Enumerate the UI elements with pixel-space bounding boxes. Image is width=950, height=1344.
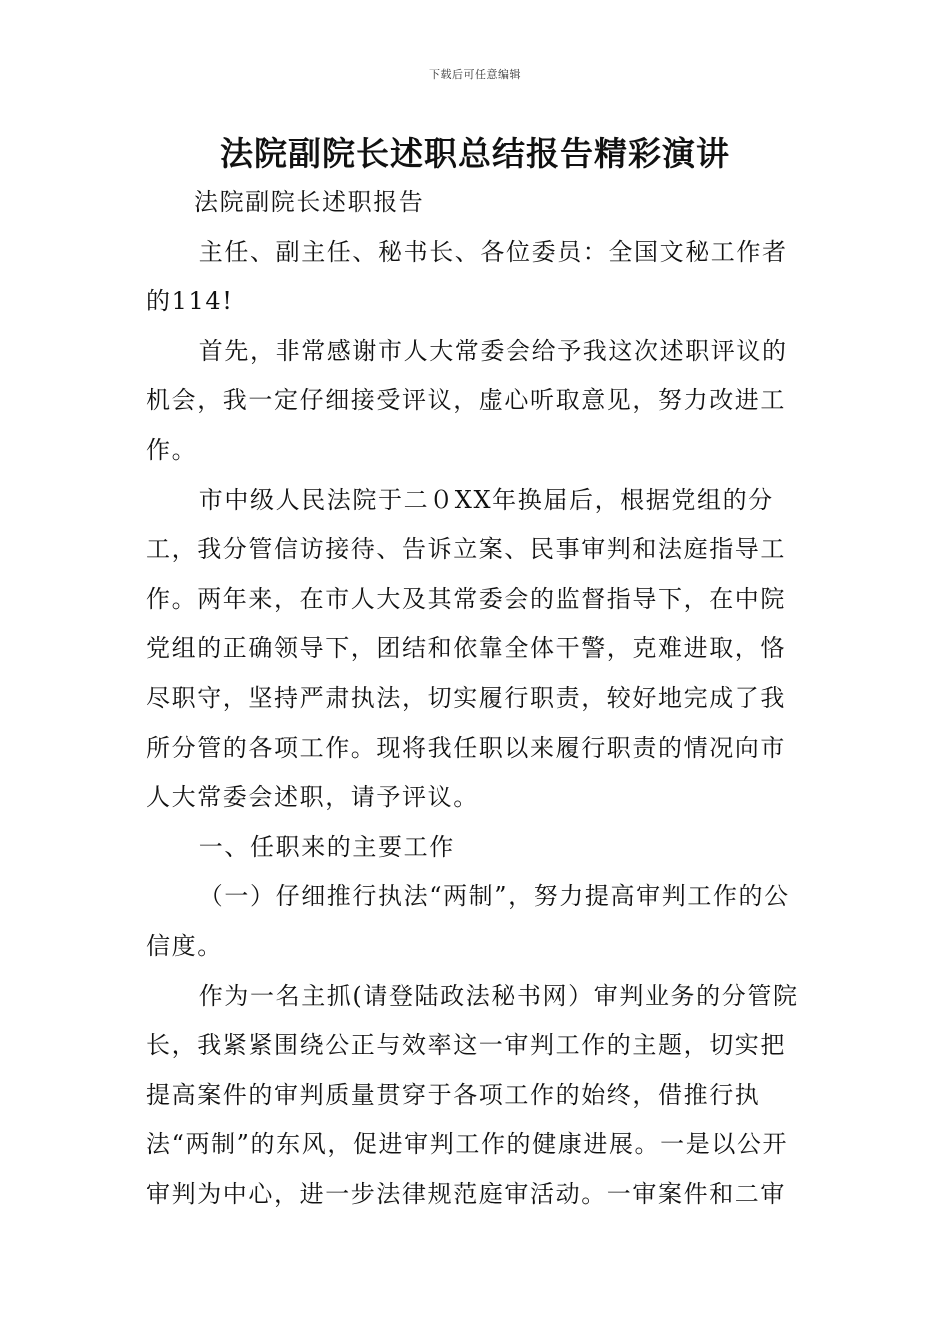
document-subtitle: 法院副院长述职报告 (194, 188, 425, 216)
document-title: 法院副院长述职总结报告精彩演讲 (220, 134, 730, 173)
download-note: 下载后可任意编辑 (429, 68, 521, 81)
paragraph-duties: 市中级人民法院于二０XX年换届后，根据党组的分工，我分管信访接待、告诉立案、民事审判和法庭指导工作。两年来，在市人大及其常委会的监督指导下，在中院党组的正确领导下，团结和依靠全体干警，克难进取，恪尽职守，坚持严肃执法，切实履行职责，较好地完成了我所分管的各项工作。现将我任职以来履行职责的情况向市人大常委会述职，请予评议。 (146, 485, 786, 812)
paragraph-thanks: 首先，非常感谢市人大常委会给予我这次述职评议的机会，我一定仔细接受评议，虚心听取意见，努力改进工作。 (146, 336, 788, 464)
document-body (146, 178, 811, 1219)
subsection-heading-two-systems: （一）仔细推行执法“两制”，努力提高审判工作的公信度。 (146, 882, 790, 960)
paragraph-salutation: 主任、副主任、秘书长、各位委员：全国文秘工作者的114! (146, 237, 788, 316)
paragraph-trial-work: 作为一名主抓(请登陆政法秘书网）审判业务的分管院长，我紧紧围绕公正与效率这一审判工作的主题，切实把提高案件的审判质量贯穿于各项工作的始终，借推行执法“两制”的东风，促进审判工作的健康进展。一是以公开审判为中心，进一步法律规范庭审活动。一审案件和二审 (146, 981, 799, 1208)
section-heading-main-work: 一、任职来的主要工作 (198, 832, 455, 861)
